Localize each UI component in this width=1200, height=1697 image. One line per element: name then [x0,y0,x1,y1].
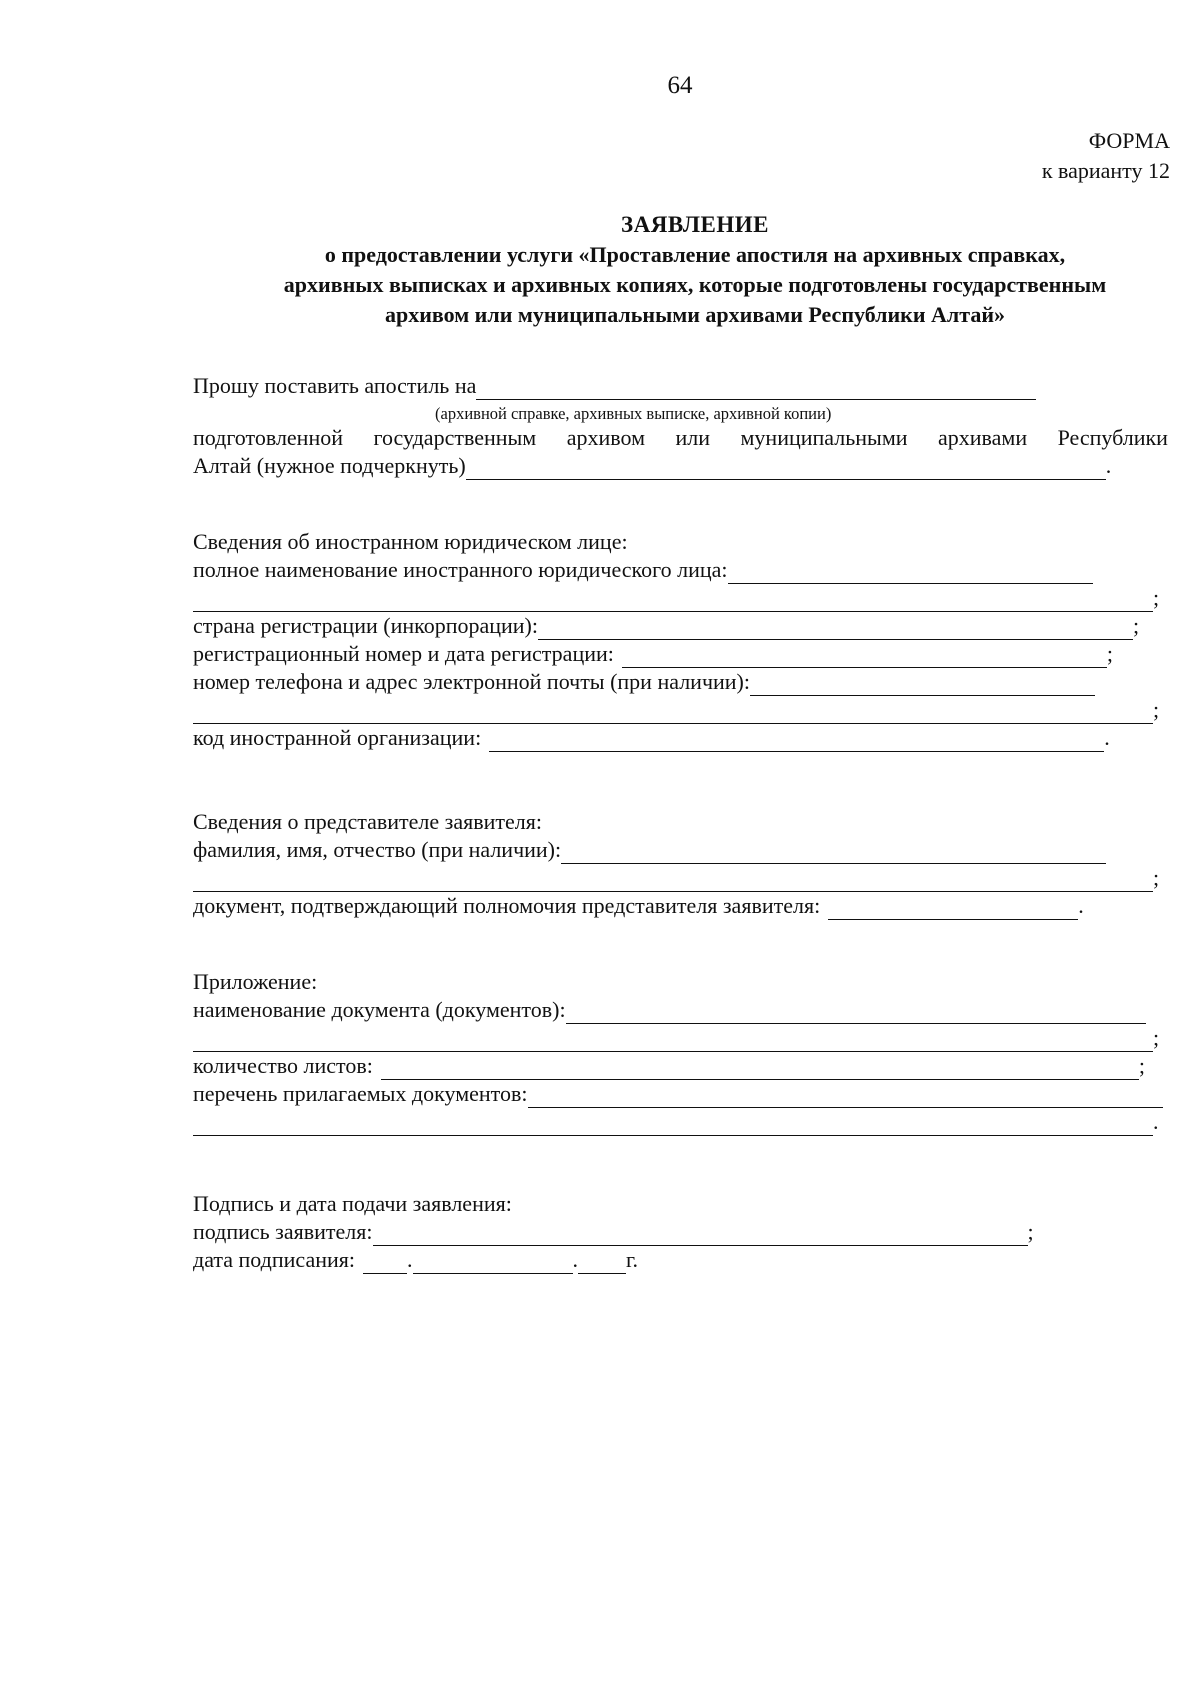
request-word: архивом [566,425,645,450]
date-day-field[interactable] [363,1251,407,1274]
foreign-full-name-label: полное наименование иностранного юридического лица: [193,557,728,582]
semicolon: ; [1153,697,1160,722]
representative-header: Сведения о представителе заявителя: [193,809,542,834]
form-label [1042,126,1170,186]
sheets-line [193,1052,1145,1080]
list-field[interactable] [528,1085,1163,1108]
archive-field[interactable] [466,457,1106,480]
doc-name-line [193,996,1146,1024]
attachment-header: Приложение: [193,969,318,994]
semicolon: ; [1153,585,1160,610]
fio-label: фамилия, имя, отчество (при наличии): [193,837,562,862]
request-word: Республики [1057,425,1168,450]
semicolon: ; [1133,613,1140,638]
country-label: страна регистрации (инкорпорации): [193,613,538,638]
semicolon: ; [1138,1053,1145,1078]
foreign-full-name-field[interactable] [728,561,1093,584]
applicant-signature-line [193,1218,1034,1246]
request-word: подготовленной [193,425,344,450]
period: . [1105,453,1112,478]
form-label-line2: к варианту 12 [1041,158,1170,183]
signing-date-line [193,1246,638,1274]
sheets-field[interactable] [381,1057,1139,1080]
list-label: перечень прилагаемых документов: [193,1081,528,1106]
period: . [1153,1109,1159,1134]
request-line [193,372,1036,400]
heading-line2: архивных выписках и архивных копиях, которые подготовлены государственным [283,272,1107,297]
applicant-signature-field[interactable] [373,1223,1028,1246]
fio-line [193,836,1106,864]
foreign-full-name-cont [193,584,1159,612]
period: . [1104,725,1110,750]
signing-date-label: дата подписания: [193,1247,355,1272]
fio-cont [193,864,1159,892]
semicolon: ; [1106,641,1114,666]
applicant-signature-label: подпись заявителя: [193,1219,373,1244]
doc-name-label: наименование документа (документов): [193,997,566,1022]
request-underline-note: Алтай (нужное подчеркнуть) [193,453,466,478]
foreign-entity-header: Сведения об иностранном юридическом лице: [193,529,628,554]
period: . [1078,893,1084,918]
document-heading [195,210,1195,330]
fio-field-cont[interactable] [193,869,1153,892]
doc-name-field-cont[interactable] [193,1029,1153,1052]
org-code-field[interactable] [489,729,1104,752]
apostille-document-field[interactable] [476,377,1036,400]
dot: . [572,1247,578,1272]
reg-number-field[interactable] [622,645,1107,668]
org-code-label: код иностранной организации: [193,725,482,750]
list-line [193,1080,1163,1108]
date-year-field[interactable] [578,1251,626,1274]
sheets-label: количество листов: [193,1053,373,1078]
dot: . [407,1247,413,1272]
authority-doc-label: документ, подтверждающий полномочия представителя заявителя: [193,893,821,918]
reg-number-label: регистрационный номер и дата регистрации: [193,641,614,666]
org-code-line [193,724,1110,752]
request-label: Прошу поставить апостиль на [193,373,477,398]
list-cont [193,1108,1159,1136]
reg-number-line [193,640,1113,668]
foreign-full-name-line [193,556,1093,584]
contacts-field[interactable] [750,673,1095,696]
heading-line3: архивом или муниципальными архивами Республики Алтай» [384,302,1006,327]
contacts-field-cont[interactable] [193,701,1153,724]
contacts-label: номер телефона и адрес электронной почты (при наличии): [193,669,750,694]
date-month-field[interactable] [413,1251,573,1274]
request-word: государственным [373,425,537,450]
year-suffix: г. [626,1247,639,1272]
list-field-cont[interactable] [193,1113,1153,1136]
semicolon: ; [1153,1025,1160,1050]
doc-name-cont [193,1024,1159,1052]
country-field[interactable] [538,617,1133,640]
authority-doc-field[interactable] [828,897,1078,920]
contacts-line [193,668,1095,696]
doc-name-field[interactable] [566,1001,1146,1024]
country-line [193,612,1139,640]
foreign-full-name-field-cont[interactable] [193,589,1153,612]
authority-doc-line [193,892,1084,920]
request-line2 [193,424,1168,452]
semicolon: ; [1027,1219,1034,1244]
request-hint: (архивной справке, архивных выписке, архивной копии) [435,404,832,423]
fio-field[interactable] [561,841,1106,864]
request-word: или [675,425,711,450]
request-word: архивами [938,425,1028,450]
semicolon: ; [1153,865,1160,890]
signature-header: Подпись и дата подачи заявления: [193,1191,512,1216]
request-word: муниципальными [740,425,908,450]
heading-line1: о предоставлении услуги «Проставление апостиля на архивных справках, [324,242,1066,267]
document-title: ЗАЯВЛЕНИЕ [621,212,769,237]
contacts-cont [193,696,1159,724]
request-line3 [193,452,1111,480]
form-label-line1: ФОРМА [1088,128,1170,153]
page-number: 64 [667,72,693,99]
